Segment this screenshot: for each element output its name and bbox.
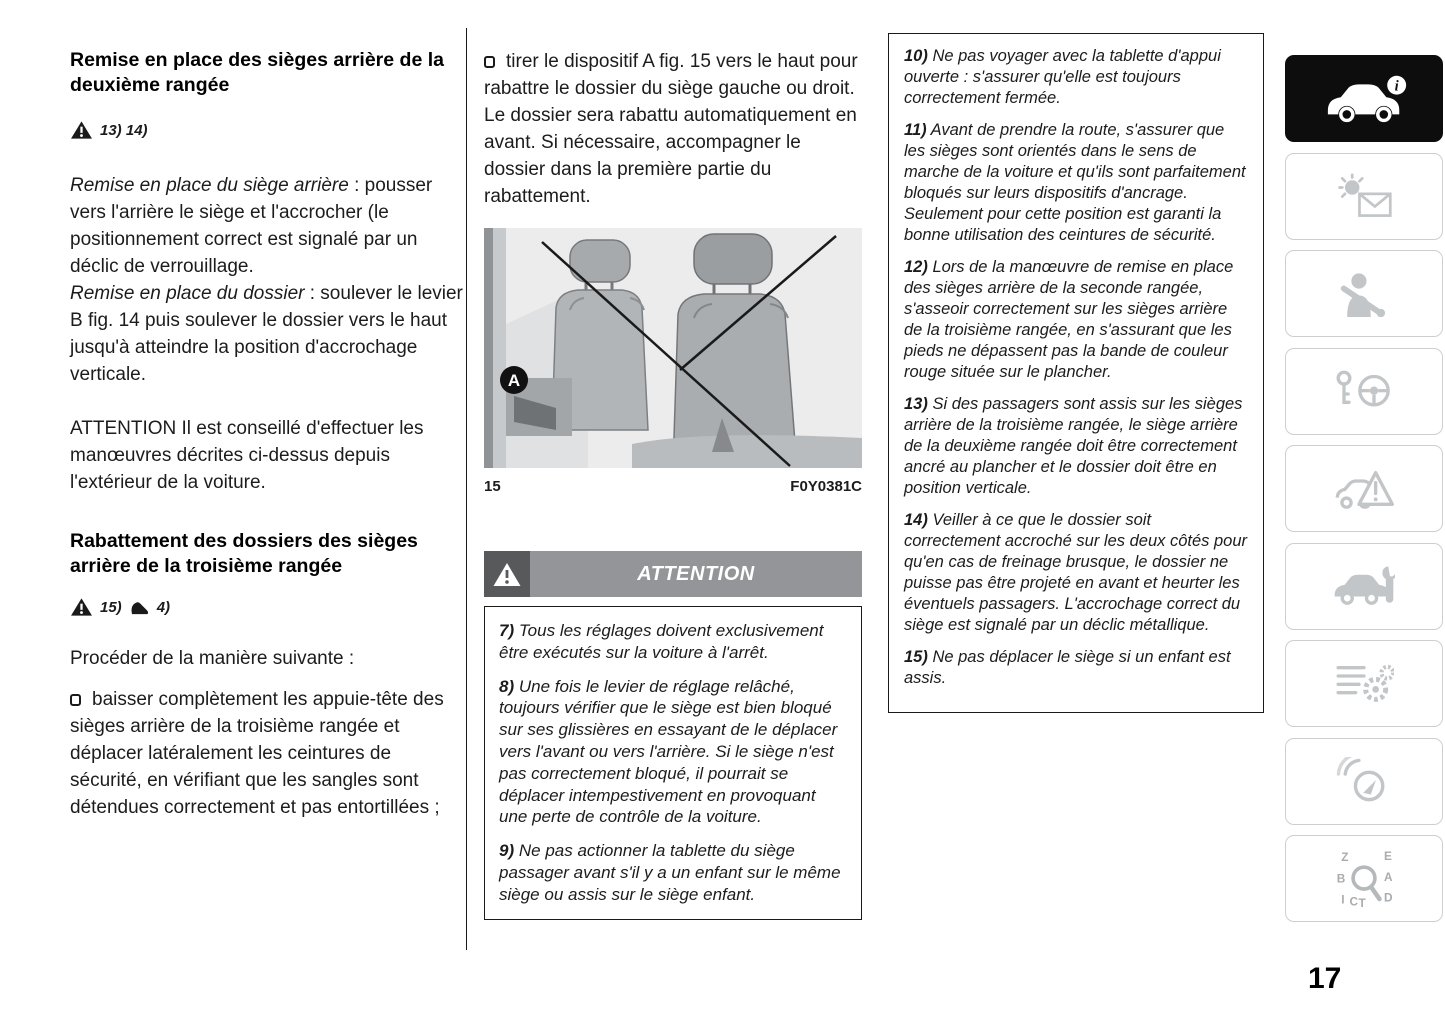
svg-text:I: I bbox=[1341, 892, 1345, 907]
figure-marker-a: A bbox=[507, 371, 521, 390]
car-wrench-maintenance-icon bbox=[1333, 563, 1395, 608]
svg-text:A: A bbox=[1384, 869, 1393, 884]
figure-seats bbox=[484, 228, 862, 495]
warnings-box-10-15 bbox=[888, 33, 1264, 713]
section-heading-remise-deuxieme-rangee: Remise en place des sièges arrière de la deuxième rangée bbox=[70, 49, 444, 96]
column-middle bbox=[484, 48, 862, 920]
dashboard-lights-message-icon bbox=[1335, 173, 1393, 218]
warning-item: 13) Si des passagers sont assis sur les sièges arrière de la troisième rangée, le siège arrière de la deuxième rangée doit être correctement ancré au plancher et le dossier doit être en position verticale. bbox=[904, 395, 1243, 497]
warning-item: 7) Tous les réglages doivent exclusivement être exécutés sur la voiture à l'arrêt. bbox=[499, 621, 824, 662]
attention-triangle-tile bbox=[484, 551, 530, 597]
sidebar-tab-starting-driving[interactable] bbox=[1285, 348, 1443, 435]
column-divider-rule bbox=[466, 28, 467, 950]
paragraph-lead: Remise en place du siège arrière bbox=[70, 175, 349, 196]
column-left bbox=[70, 48, 464, 821]
square-bullet-icon bbox=[484, 56, 495, 68]
warning-refs-row bbox=[70, 120, 464, 140]
svg-text:D: D bbox=[1384, 890, 1393, 905]
seatbelt-safety-icon bbox=[1337, 270, 1391, 317]
specs-gear-icon bbox=[1334, 661, 1394, 706]
warning-item: 9) Ne pas actionner la tablette du siège passager avant s'il y a un enfant sur le même siège ou assis sur le siège enfant. bbox=[499, 841, 841, 904]
warning-triangle-icon bbox=[70, 597, 93, 617]
multimedia-icon bbox=[1335, 757, 1393, 805]
attention-banner bbox=[484, 551, 862, 597]
figure-caption bbox=[484, 478, 862, 495]
warning-triangle-car-icon bbox=[1334, 466, 1394, 511]
warning-item: 11) Avant de prendre la route, s'assurer que les sièges sont orientés dans le sens de marche de la voiture et qu'ils sont parfaitement bloqués sur leurs dispositifs d'ancrage. Seulement pour cette position est garanti la bonne utilisation des ceintures de sécurité. bbox=[904, 121, 1246, 244]
warning-triangle-icon bbox=[70, 120, 93, 140]
sidebar-tab-alphabetical-index[interactable] bbox=[1285, 835, 1443, 922]
page-number: 17 bbox=[1308, 962, 1342, 995]
svg-text:T: T bbox=[1358, 895, 1366, 909]
paragraph-lead: Remise en place du dossier bbox=[70, 283, 305, 304]
svg-text:Z: Z bbox=[1341, 849, 1349, 864]
chapter-tabs-sidebar bbox=[1285, 55, 1443, 922]
warnings-box-7-9 bbox=[484, 606, 862, 920]
section-heading-rabattement-troisieme-rangee: Rabattement des dossiers des sièges arrière de la troisième rangée bbox=[70, 530, 418, 577]
svg-text:B: B bbox=[1336, 871, 1346, 886]
warning-ref-number: 4) bbox=[156, 598, 171, 616]
paragraph-attention-note: ATTENTION Il est conseillé d'effectuer les manœuvres décrites ci-dessus depuis l'extérieur de la voiture. bbox=[70, 418, 424, 493]
warning-ref-numbers: 13) 14) bbox=[100, 121, 148, 139]
warning-item: 10) Ne pas voyager avec la tablette d'appui ouverte : s'assurer qu'elle est toujours correctement fermée. bbox=[904, 47, 1221, 107]
figure-code: F0Y0381C bbox=[790, 478, 862, 495]
svg-text:C: C bbox=[1349, 893, 1358, 908]
attention-title: ATTENTION bbox=[530, 551, 862, 597]
alphabetical-index-icon bbox=[1334, 849, 1394, 909]
square-bullet-icon bbox=[70, 694, 81, 706]
sidebar-tab-dashboard-messages[interactable] bbox=[1285, 153, 1443, 240]
car-info-icon bbox=[1321, 74, 1407, 124]
svg-text:E: E bbox=[1384, 848, 1392, 863]
sidebar-tab-technical-data[interactable] bbox=[1285, 640, 1443, 727]
figure-number: 15 bbox=[484, 478, 501, 495]
paragraph-proceder: Procéder de la manière suivante : bbox=[70, 648, 355, 669]
warning-item: 8) Une fois le levier de réglage relâché, toujours vérifier que le siège est bien bloqué sur ses glissières en essayant de le déplacer vers l'avant ou vers l'arrière. Si le siège n'est pas correctement bloqué, il pourrait se déplacer intempestivement en provoquant une perte de contrôle de la voiture. bbox=[499, 676, 838, 827]
warning-triangle-icon bbox=[492, 561, 522, 588]
sidebar-tab-maintenance[interactable] bbox=[1285, 543, 1443, 630]
warning-item: 12) Lors de la manœuvre de remise en place des sièges arrière de la seconde rangée, s'asseoir correctement sur les sièges arrière de la troisième rangée, en s'assurant que les pieds ne dépassent pas la bande de couleur rouge située sur le plancher. bbox=[904, 258, 1234, 381]
warning-ref-number: 15) bbox=[100, 598, 122, 616]
sidebar-tab-safety[interactable] bbox=[1285, 250, 1443, 337]
key-steering-wheel-icon bbox=[1334, 369, 1394, 412]
rear-seats-illustration bbox=[484, 228, 862, 468]
sidebar-tab-car-info[interactable] bbox=[1285, 55, 1443, 142]
seat-icon bbox=[129, 600, 150, 615]
paragraph-remise-siege: Remise en place du siège arrière : pousser vers l'arrière le siège et l'accrocher (le positionnement correct est signalé par un déclic de verrouillage. bbox=[70, 175, 433, 277]
sidebar-tab-multimedia[interactable] bbox=[1285, 738, 1443, 825]
sidebar-tab-warning-lights[interactable] bbox=[1285, 445, 1443, 532]
warning-item: 14) Veiller à ce que le dossier soit correctement accroché sur les deux côtés pour qu'en cas de freinage brusque, le dossier ne puisse pas être projeté en avant et heurter les éventuels passagers. L'accrochage correct du siège est signalé par un déclic métallique. bbox=[904, 511, 1247, 634]
bullet-item: tirer le dispositif A fig. 15 vers le haut pour rabattre le dossier du siège gauche ou droit. Le dossier sera rabattu automatiquement en avant. Si nécessaire, accompagner le dossier dans la première partie du rabattement. bbox=[484, 51, 858, 207]
bullet-item: baisser complètement les appuie-tête des sièges arrière de la troisième rangée et déplacer latéralement les ceintures de sécurité, en vérifiant que les sangles sont détendues correctement et pas entortillées ; bbox=[70, 689, 444, 818]
info-glyph: i bbox=[1394, 77, 1399, 94]
warning-refs-row bbox=[70, 597, 464, 617]
paragraph-remise-dossier: Remise en place du dossier : soulever le levier B fig. 14 puis soulever le dossier vers le haut jusqu'à atteindre la position d'accrochage verticale. bbox=[70, 283, 463, 385]
warning-item: 15) Ne pas déplacer le siège si un enfant est assis. bbox=[904, 648, 1231, 687]
column-right bbox=[888, 33, 1264, 713]
